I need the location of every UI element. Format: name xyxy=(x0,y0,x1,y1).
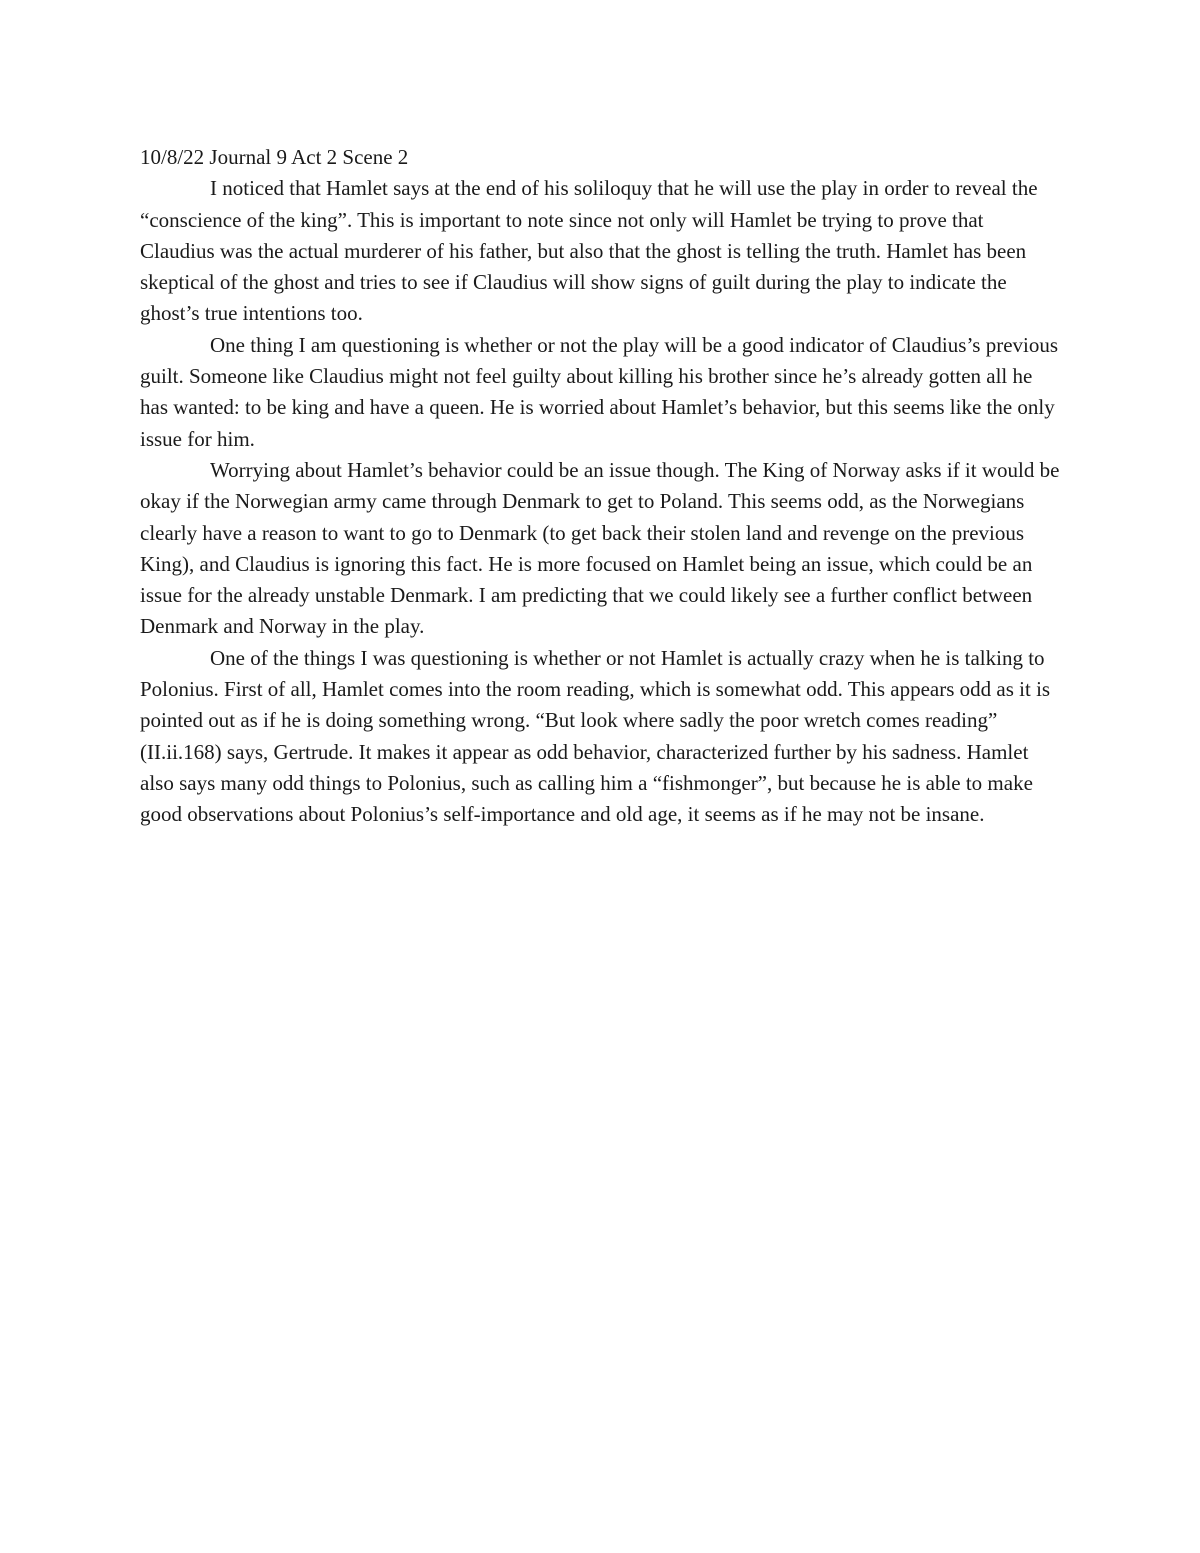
journal-heading: 10/8/22 Journal 9 Act 2 Scene 2 xyxy=(140,145,409,169)
paragraph-1: I noticed that Hamlet says at the end of his soliloquy that he will use the play in order to reveal the “conscience of the king”. This is important to note since not only will Hamlet be trying to prove that Claudius was the actual murderer of his father, but also that the ghost is telling the truth. Hamlet has been skeptical of the ghost and tries to see if Claudius will show signs of guilt during the play to indicate the ghost’s true intentions too. xyxy=(140,176,1038,326)
paragraph-4: One of the things I was questioning is whether or not Hamlet is actually crazy when he is talking to Polonius. First of all, Hamlet comes into the room reading, which is somewhat odd. This appears odd as it is pointed out as if he is doing something wrong. “But look where sadly the poor wretch comes reading” (II.ii.168) says, Gertrude. It makes it appear as odd behavior, characterized further by his sadness. Hamlet also says many odd things to Polonius, such as calling him a “fishmonger”, but because he is able to make good observations about Polonius’s self-importance and old age, it seems as if he may not be insane. xyxy=(140,645,1051,827)
paragraph-3: Worrying about Hamlet’s behavior could be an issue though. The King of Norway asks if it would be okay if the Norwegian army came through Denmark to get to Poland. This seems odd, as the Norwegians clearly have a reason to want to go to Denmark (to get back their stolen land and revenge on the previous King), and Claudius is ignoring this fact. He is more focused on Hamlet being an issue, which could be an issue for the already unstable Denmark. I am predicting that we could likely see a further conflict between Denmark and Norway in the play. xyxy=(140,457,1060,639)
document-body xyxy=(140,142,1060,831)
paragraph-2: One thing I am questioning is whether or not the play will be a good indicator of Claudius’s previous guilt. Someone like Claudius might not feel guilty about killing his brother since he’s already gotten all he has wanted: to be king and have a queen. He is worried about Hamlet’s behavior, but this seems like the only issue for him. xyxy=(140,332,1059,451)
